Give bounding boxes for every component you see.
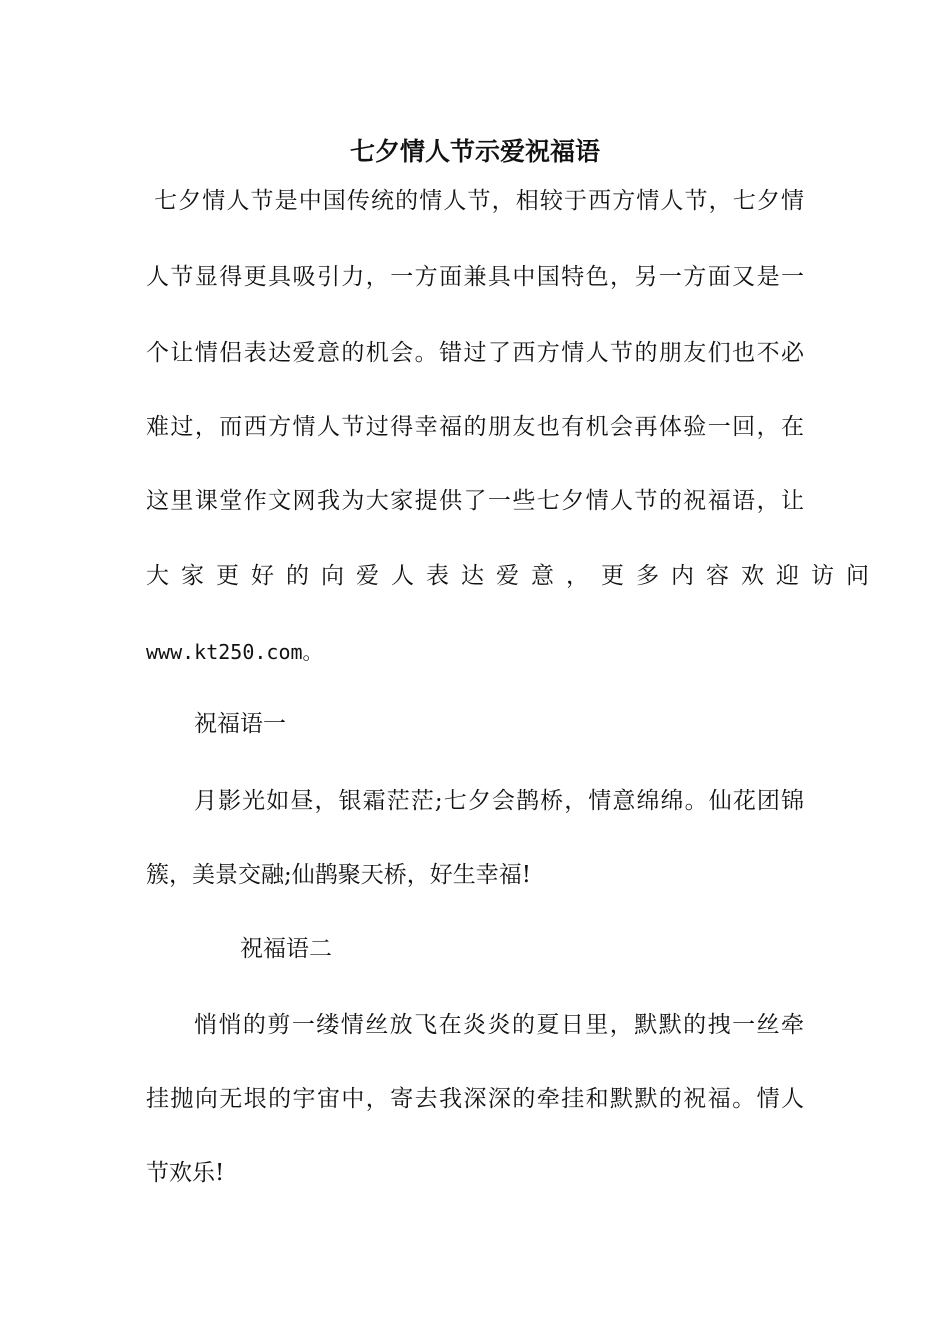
section-heading-2: 祝福语二 xyxy=(240,936,332,962)
document-title: 七夕情人节示爱祝福语 xyxy=(349,137,600,166)
intro-line-2: 人节显得更具吸引力，一方面兼具中国特色，另一方面又是一 xyxy=(146,264,804,290)
section-2-line-1: 悄悄的剪一缕情丝放飞在炎炎的夏日里，默默的拽一丝牵 xyxy=(194,1012,804,1038)
section-1-line-2: 簇，美景交融;仙鹊聚天桥，好生幸福! xyxy=(146,862,531,888)
intro-line-1: 七夕情人节是中国传统的情人节，相较于西方情人节，七夕情 xyxy=(154,188,804,214)
section-2-line-3: 节欢乐! xyxy=(146,1160,225,1186)
intro-line-7-url: www.kt250.com。 xyxy=(146,640,323,664)
section-1-line-1: 月影光如昼，银霜茫茫;七夕会鹊桥，情意绵绵。仙花团锦 xyxy=(194,788,804,814)
section-2-line-2: 挂抛向无垠的宇宙中，寄去我深深的牵挂和默默的祝福。情人 xyxy=(146,1086,804,1112)
intro-line-5: 这里课堂作文网我为大家提供了一些七夕情人节的祝福语，让 xyxy=(146,488,804,514)
section-heading-1: 祝福语一 xyxy=(194,711,286,737)
intro-line-3: 个让情侣表达爱意的机会。错过了西方情人节的朋友们也不必 xyxy=(146,340,804,366)
intro-line-4: 难过，而西方情人节过得幸福的朋友也有机会再体验一回，在 xyxy=(146,414,804,440)
intro-line-6: 大家更好的向爱人表达爱意，更多内容欢迎访问 xyxy=(146,563,881,589)
